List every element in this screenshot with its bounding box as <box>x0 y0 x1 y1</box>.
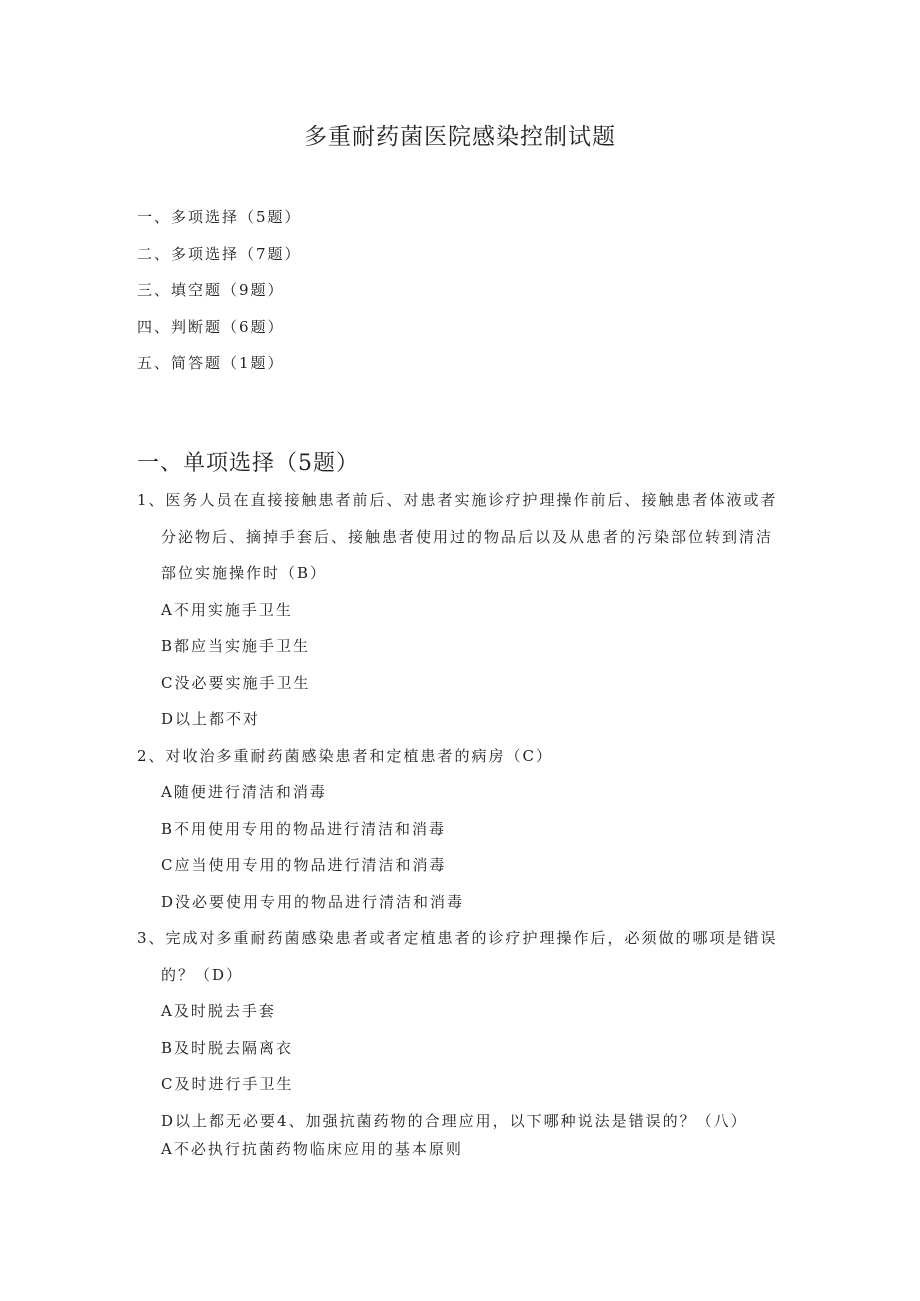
question-line: 3、完成对多重耐药菌感染患者或者定植患者的诊疗护理操作后，必须做的哪项是错误 <box>137 929 778 947</box>
answer-option: D没必要使用专用的物品进行清洁和消毒 <box>161 892 465 911</box>
answer-option: D以上都不对 <box>161 710 261 728</box>
toc-item: 三、填空题（9题） <box>137 281 285 299</box>
question-3-stem <box>137 923 787 996</box>
answer-option: B及时脱去隔离衣 <box>161 1038 294 1057</box>
question-line: 2、对收治多重耐药菌感染患者和定植患者的病房（C） <box>137 746 554 765</box>
question-list <box>0 485 920 1170</box>
question-line: 分泌物后、摘掉手套后、接触患者使用过的物品后以及从患者的污染部位转到清洁 <box>161 527 774 546</box>
toc-item: 四、判断题（6题） <box>137 317 285 336</box>
answer-option: A不用实施手卫生 <box>161 600 293 619</box>
answer-option: B不用使用专用的物品进行清洁和消毒 <box>161 819 447 838</box>
answer-option: D以上都无必要4、加强抗菌药物的合理应用，以下哪种说法是错误的？（八） <box>161 1111 748 1130</box>
toc-item: 五、简答题（1题） <box>137 354 285 372</box>
toc-item: 一、多项选择（5题） <box>137 208 302 226</box>
page-title: 多重耐药菌医院感染控制试题 <box>304 124 616 150</box>
answer-option: C及时进行手卫生 <box>161 1075 294 1093</box>
answer-option: C没必要实施手卫生 <box>161 673 311 692</box>
answer-option: A不必执行抗菌药物临床应用的基本原则 <box>161 1139 463 1158</box>
section-heading: 一、单项选择（5题） <box>137 451 359 476</box>
question-1-stem <box>137 485 787 595</box>
question-line: 1、医务人员在直接接触患者前后、对患者实施诊疗护理操作前后、接触患者体液或者 <box>137 491 778 509</box>
table-of-contents <box>137 202 302 385</box>
answer-option: A随便进行清洁和消毒 <box>161 783 327 801</box>
answer-option: C应当使用专用的物品进行清洁和消毒 <box>161 856 447 874</box>
question-line: 部位实施操作时（B） <box>161 564 328 582</box>
question-2-stem <box>137 741 787 778</box>
answer-option: B都应当实施手卫生 <box>161 637 311 655</box>
answer-option: A及时脱去手套 <box>161 1002 276 1020</box>
toc-item: 二、多项选择（7题） <box>137 244 302 263</box>
question-line: 的？（D） <box>161 965 244 984</box>
